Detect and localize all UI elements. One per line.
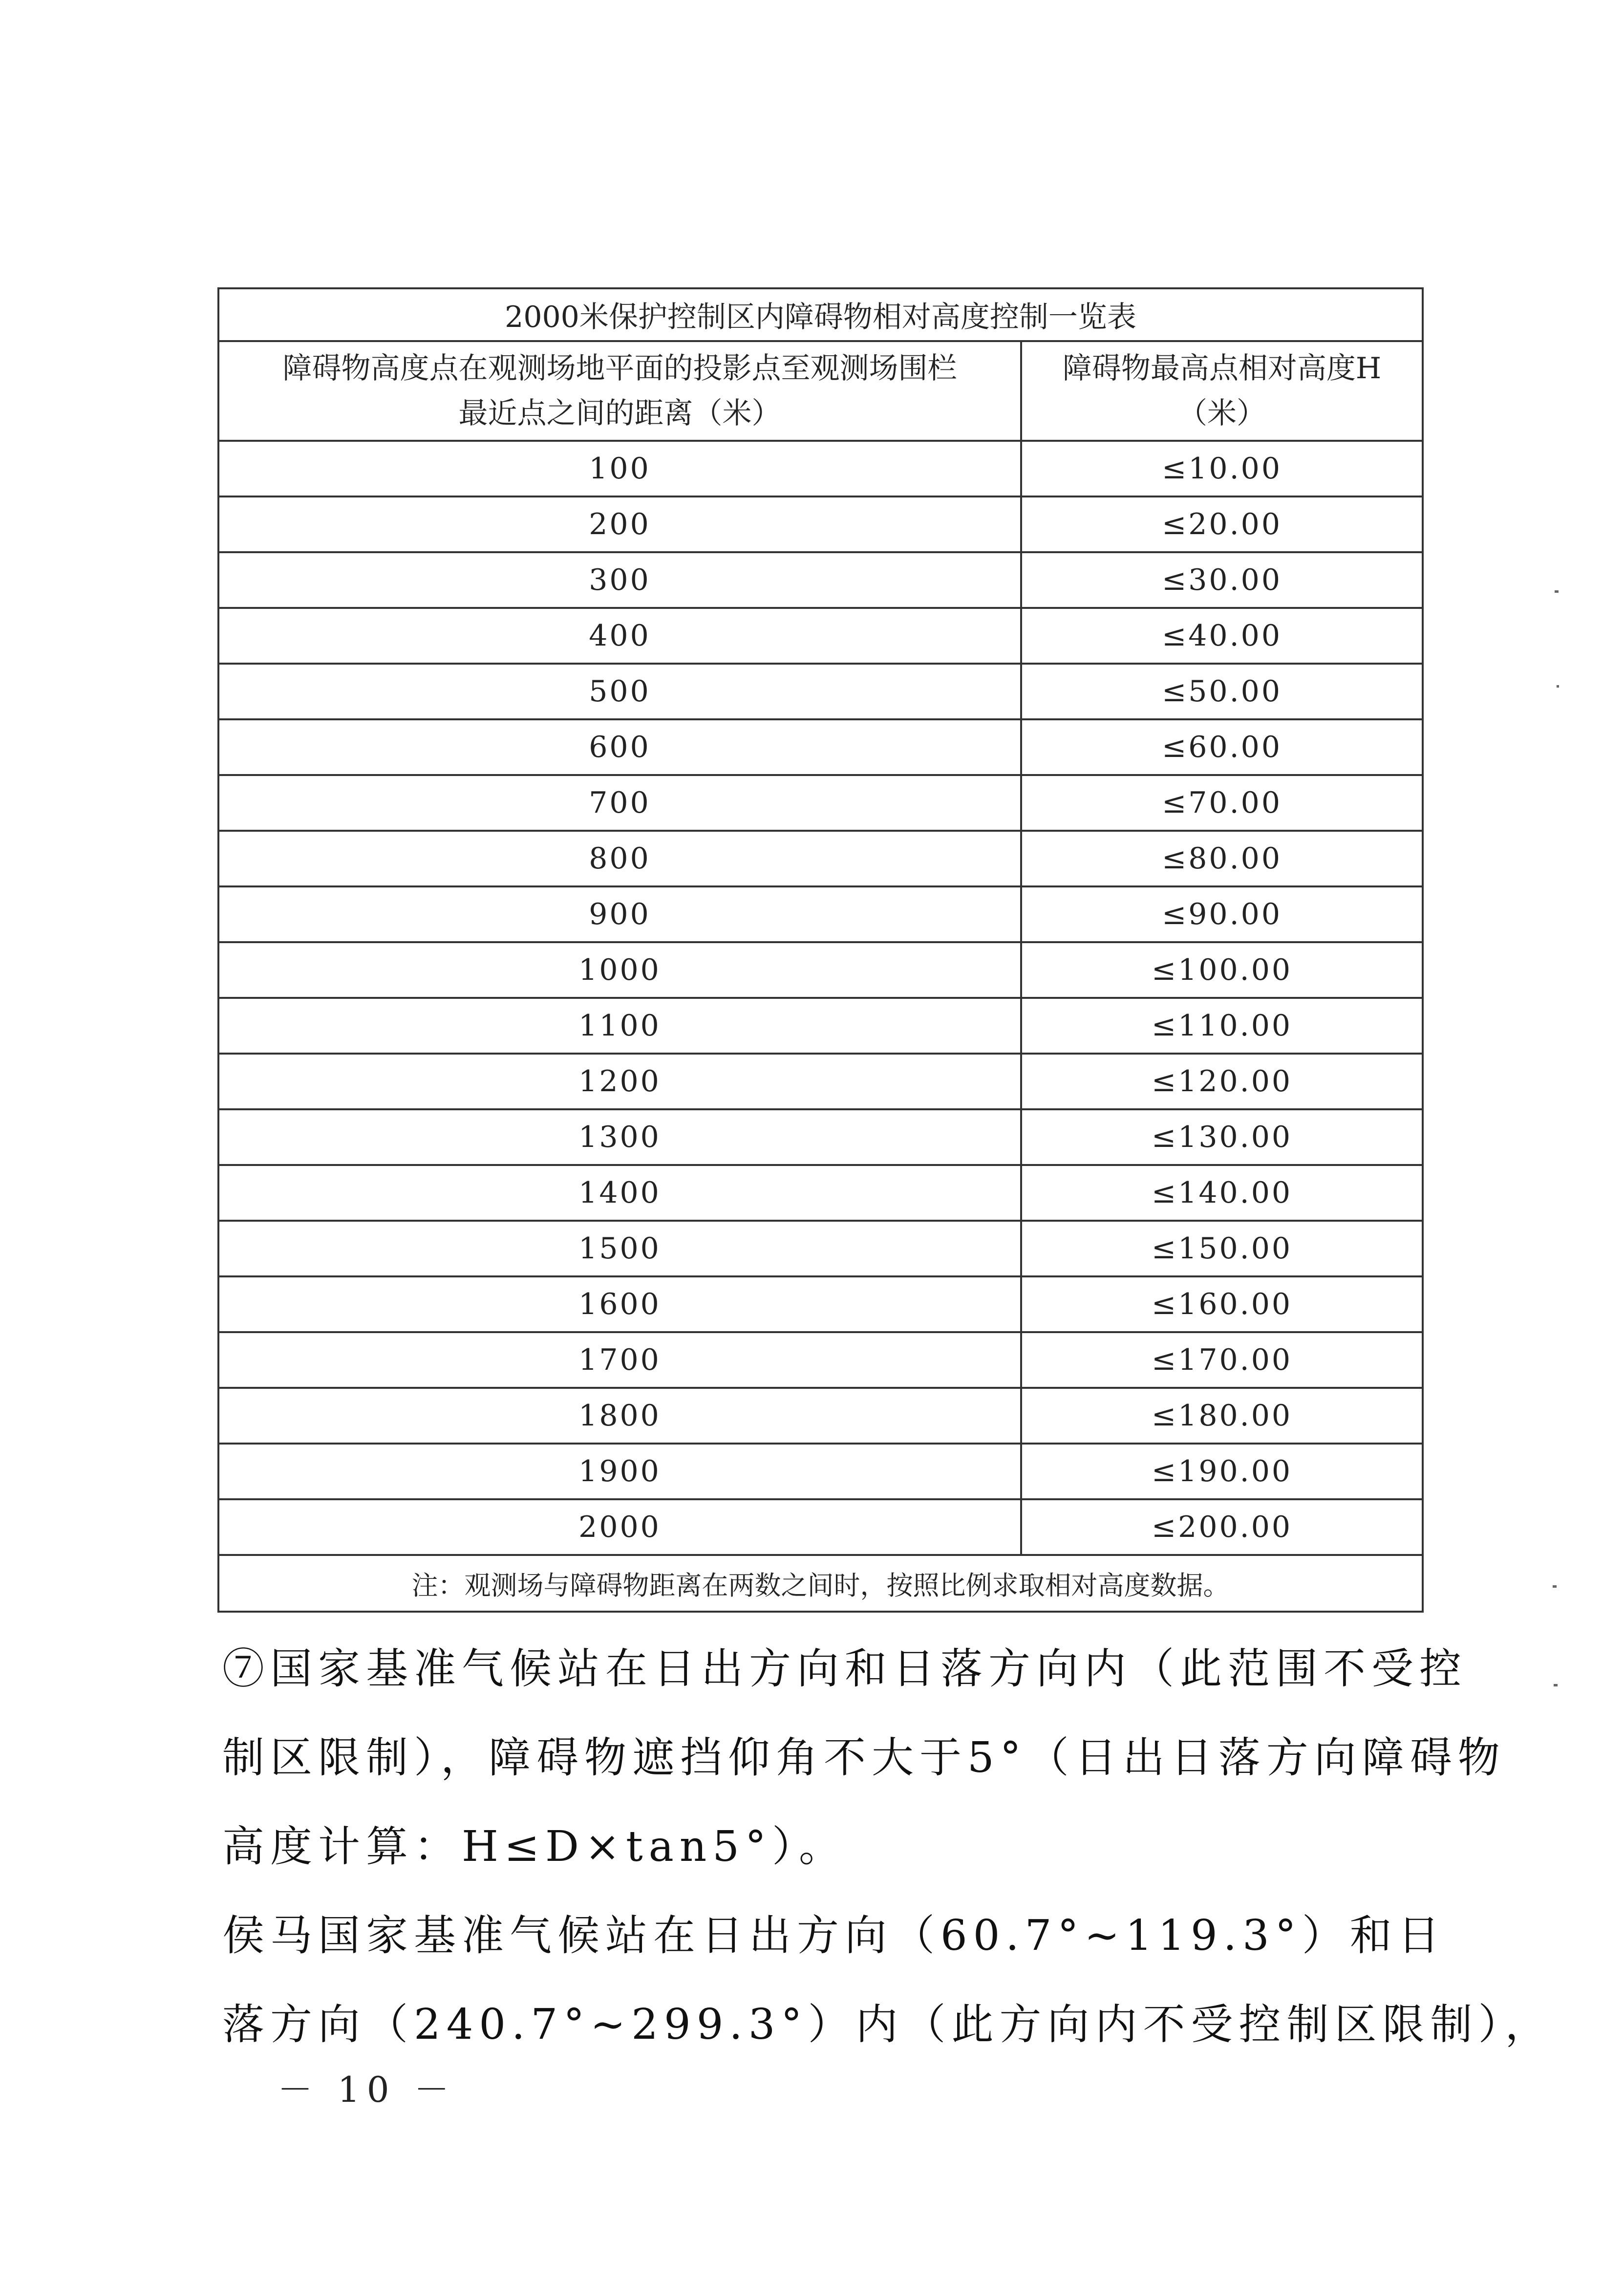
table-row [218, 552, 1423, 608]
distance-cell: 1900 [218, 1444, 1021, 1499]
height-limit-cell: ≤100.00 [1021, 942, 1423, 998]
distance-cell: 2000 [218, 1499, 1021, 1555]
height-limit-cell: ≤120.00 [1021, 1054, 1423, 1109]
height-limit-cell: ≤90.00 [1021, 886, 1423, 942]
table-row [218, 1388, 1423, 1444]
distance-cell: 700 [218, 775, 1021, 831]
paragraph-houma-station [222, 1891, 1553, 2069]
distance-cell: 1100 [218, 998, 1021, 1054]
table-row [218, 1276, 1423, 1332]
height-header-line-2: （米） [1178, 396, 1266, 431]
distance-header-line-2: 最近点之间的距离（米） [458, 396, 781, 431]
table-row [218, 886, 1423, 942]
distance-cell: 1200 [218, 1054, 1021, 1109]
distance-cell: 1800 [218, 1388, 1021, 1444]
distance-cell: 1700 [218, 1332, 1021, 1388]
table-note: 注：观测场与障碍物距离在两数之间时，按照比例求取相对高度数据。 [218, 1555, 1423, 1612]
distance-cell: 1400 [218, 1165, 1021, 1221]
table-row [218, 719, 1423, 775]
height-limit-cell: ≤150.00 [1021, 1221, 1423, 1276]
distance-cell: 800 [218, 831, 1021, 886]
table-row [218, 998, 1423, 1054]
distance-cell: 500 [218, 664, 1021, 719]
height-limit-cell: ≤30.00 [1021, 552, 1423, 608]
height-column-header [1021, 341, 1423, 441]
table-row [218, 1054, 1423, 1109]
distance-cell: 1600 [218, 1276, 1021, 1332]
scan-speck [1553, 1585, 1557, 1588]
height-limit-cell: ≤140.00 [1021, 1165, 1423, 1221]
table-row [218, 441, 1423, 496]
height-limit-cell: ≤10.00 [1021, 441, 1423, 496]
distance-column-header [218, 341, 1021, 441]
table-row [218, 664, 1423, 719]
table-row [218, 942, 1423, 998]
height-limit-cell: ≤80.00 [1021, 831, 1423, 886]
table-row [218, 1109, 1423, 1165]
table-row [218, 1165, 1423, 1221]
height-limit-cell: ≤70.00 [1021, 775, 1423, 831]
distance-cell: 300 [218, 552, 1021, 608]
height-limit-cell: ≤20.00 [1021, 496, 1423, 552]
distance-cell: 100 [218, 441, 1021, 496]
table-row [218, 1444, 1423, 1499]
distance-cell: 400 [218, 608, 1021, 664]
paragraph-line: 制区限制），障碍物遮挡仰角不大于5°（日出日落方向障碍物 [222, 1733, 1506, 1782]
distance-cell: 1300 [218, 1109, 1021, 1165]
table-note-row [218, 1555, 1423, 1612]
height-limit-cell: ≤110.00 [1021, 998, 1423, 1054]
height-header-line-1: 障碍物最高点相对高度H [1062, 351, 1382, 386]
table-row [218, 1332, 1423, 1388]
table-header-row [218, 341, 1423, 441]
table-title: 2000米保护控制区内障碍物相对高度控制一览表 [218, 288, 1423, 341]
distance-header-line-1: 障碍物高度点在观测场地平面的投影点至观测场围栏 [282, 351, 957, 386]
table-row [218, 775, 1423, 831]
table-title-row [218, 288, 1423, 341]
table-row [218, 608, 1423, 664]
height-limit-cell: ≤200.00 [1021, 1499, 1423, 1555]
height-limit-cell: ≤180.00 [1021, 1388, 1423, 1444]
scan-speck [1555, 590, 1559, 593]
obstacle-height-table [217, 287, 1424, 1613]
table-row [218, 496, 1423, 552]
paragraph-line: 落方向（240.7°~299.3°）内（此方向内不受控制区限制）， [222, 2000, 1553, 2049]
paragraph-baseline-station-rule [222, 1624, 1506, 1891]
height-limit-cell: ≤50.00 [1021, 664, 1423, 719]
distance-cell: 200 [218, 496, 1021, 552]
paragraph-line: ⑦国家基准气候站在日出方向和日落方向内（此范围不受控 [222, 1644, 1467, 1693]
distance-cell: 600 [218, 719, 1021, 775]
table-row [218, 1499, 1423, 1555]
height-limit-cell: ≤160.00 [1021, 1276, 1423, 1332]
height-limit-cell: ≤190.00 [1021, 1444, 1423, 1499]
scan-speck [1557, 685, 1559, 688]
scan-speck [1554, 1684, 1558, 1686]
height-limit-cell: ≤170.00 [1021, 1332, 1423, 1388]
table-row [218, 831, 1423, 886]
distance-cell: 1500 [218, 1221, 1021, 1276]
height-limit-cell: ≤130.00 [1021, 1109, 1423, 1165]
height-limit-cell: ≤40.00 [1021, 608, 1423, 664]
height-limit-cell: ≤60.00 [1021, 719, 1423, 775]
page-number: － 10 － [278, 2069, 456, 2110]
paragraph-line: 高度计算：H≤D×tan5°）。 [222, 1822, 847, 1871]
distance-cell: 1000 [218, 942, 1021, 998]
distance-cell: 900 [218, 886, 1021, 942]
table-row [218, 1221, 1423, 1276]
paragraph-line: 侯马国家基准气候站在日出方向（60.7°~119.3°）和日 [222, 1911, 1446, 1960]
